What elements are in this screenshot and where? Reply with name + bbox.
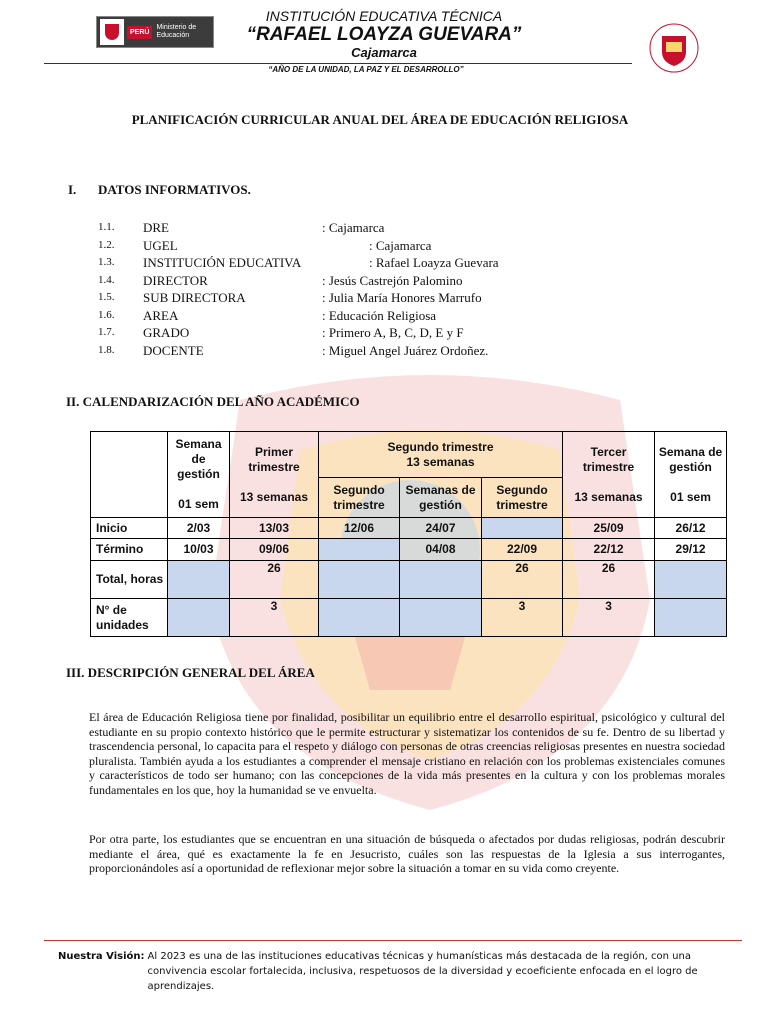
cell bbox=[319, 599, 400, 637]
table-row bbox=[91, 518, 727, 539]
info-num: 1.6. bbox=[98, 308, 115, 321]
section-2-heading: II. CALENDARIZACIÓN DEL AÑO ACADÉMICO bbox=[66, 394, 360, 409]
info-num: 1.3. bbox=[98, 256, 115, 268]
page-title: PLANIFICACIÓN CURRICULAR ANUAL DEL ÁREA DE EDUCACIÓN RELIGIOSA bbox=[131, 112, 629, 127]
calendar-table bbox=[90, 431, 727, 637]
footer-vision bbox=[58, 949, 730, 994]
paragraph-2: Por otra parte, los estudiantes que se encuentran en una situación de búsqueda o afectados por dudas religiosas, podrán descubrir mediante el área, qué es exactamente la fe en Jesucristo, cuáles son las respuestas de la Iglesia a sus interrogantes, proporcionándoles así a oportunidad de reflexionar mejor sobre la situación a tomar en su vida como creyente. bbox=[89, 832, 725, 875]
section-1-label: DATOS INFORMATIVOS. bbox=[98, 182, 251, 197]
info-key: UGEL bbox=[143, 237, 178, 253]
info-num: 1.7. bbox=[98, 326, 115, 338]
header-city: Cajamarca bbox=[351, 45, 417, 60]
paragraph-1: El área de Educación Religiosa tiene por finalidad, posibilitar un equilibrio entre el desarrollo espiritual, psicológico y cultural del estudiante en su propio contexto histórico que le permite estructurar y sistematizar los contenidos de su fe. Dentro de su libertad y trascendencia personal, lo capacita para el respeto y diálogo con personas de otras creencias religiosas presentes en nuestra sociedad pluralista. También ayuda a los estudiantes a comprender el mensaje cristiano en relación con los problemas existenciales comunes y característicos de todo ser humano; con las concepciones de la vida más presentes en la cultura y con los problemas morales fundamentales en los que, hoy la humanidad se ve envuelta. bbox=[89, 710, 725, 797]
section-3-heading: III. DESCRIPCIÓN GENERAL DEL ÁREA bbox=[66, 665, 315, 680]
footer-rule bbox=[44, 940, 742, 941]
row-label: N° de unidades bbox=[91, 599, 168, 637]
cell bbox=[400, 599, 482, 637]
col-header: Semana de gestión 01 sem bbox=[168, 432, 230, 518]
info-value: : Miguel Angel Juárez Ordoñez. bbox=[322, 342, 489, 358]
cell: 3 bbox=[482, 599, 563, 637]
info-num: 1.1. bbox=[98, 221, 115, 233]
cell: 24/07 bbox=[400, 518, 482, 539]
row-label: Total, horas bbox=[91, 561, 168, 599]
col-subheader: Segundo trimestre bbox=[319, 478, 400, 518]
info-num: 1.8. bbox=[98, 343, 115, 356]
cell: 09/06 bbox=[230, 539, 319, 561]
cell bbox=[482, 518, 563, 539]
info-value: : Jesús Castrejón Palomino bbox=[322, 272, 463, 288]
cell bbox=[319, 539, 400, 561]
header-motto: “AÑO DE LA UNIDAD, LA PAZ Y EL DESARROLLO” bbox=[268, 65, 464, 74]
cell: 26 bbox=[482, 561, 563, 599]
info-key: AREA bbox=[143, 307, 179, 323]
col-header: Semana de gestión 01 sem bbox=[655, 432, 727, 518]
info-value: : Rafael Loayza Guevara bbox=[369, 255, 499, 270]
table-row bbox=[91, 539, 727, 561]
cell: 22/09 bbox=[482, 539, 563, 561]
cell: 26 bbox=[230, 561, 319, 599]
row-label: Inicio bbox=[91, 518, 168, 539]
info-num: 1.2. bbox=[98, 238, 115, 251]
info-key: GRADO bbox=[143, 325, 190, 340]
col-subheader: Semanas de gestión bbox=[400, 478, 482, 518]
footer-label: Nuestra Visión: bbox=[58, 951, 145, 962]
col-header: Tercer trimestre 13 semanas bbox=[563, 432, 655, 518]
cell bbox=[319, 561, 400, 599]
header-school-name: “RAFAEL LOAYZA GUEVARA” bbox=[246, 24, 522, 45]
school-crest-icon bbox=[648, 22, 700, 74]
cell bbox=[168, 599, 230, 637]
cell: 29/12 bbox=[655, 539, 727, 561]
cell: 26 bbox=[563, 561, 655, 599]
cell: 13/03 bbox=[230, 518, 319, 539]
info-num: 1.5. bbox=[98, 291, 115, 303]
cell bbox=[400, 561, 482, 599]
info-key: DOCENTE bbox=[143, 342, 204, 358]
cell: 3 bbox=[230, 599, 319, 637]
logo-peru-text: PERÚ bbox=[127, 26, 152, 39]
info-value: : Julia María Honores Marrufo bbox=[322, 290, 482, 305]
cell: 26/12 bbox=[655, 518, 727, 539]
table-row bbox=[91, 599, 727, 637]
info-value: : Primero A, B, C, D, E y F bbox=[322, 325, 464, 340]
table-corner bbox=[91, 432, 168, 518]
row-label: Término bbox=[91, 539, 168, 561]
footer-text: Al 2023 es una de las instituciones educativas técnicas y humanísticas más destacada de la región, con una convivencia escolar fortalecida, inclusiva, respetuosos de la diversidad y ecoeficiente enfocada en el logro de aprendizajes. bbox=[147, 951, 698, 992]
header-rule bbox=[44, 63, 632, 64]
info-value: : Cajamarca bbox=[322, 220, 385, 235]
cell: 2/03 bbox=[168, 518, 230, 539]
col-header: Segundo trimestre 13 semanas bbox=[319, 432, 563, 478]
cell: 10/03 bbox=[168, 539, 230, 561]
info-num: 1.4. bbox=[98, 273, 115, 286]
col-subheader: Segundo trimestre bbox=[482, 478, 563, 518]
info-key: DIRECTOR bbox=[143, 272, 208, 288]
info-value: : Cajamarca bbox=[369, 237, 432, 253]
col-header: Primer trimestre 13 semanas bbox=[230, 432, 319, 518]
header-line1: INSTITUCIÓN EDUCATIVA TÉCNICA bbox=[265, 8, 503, 24]
info-key: SUB DIRECTORA bbox=[143, 290, 246, 305]
logo-ministry-text: Ministerio de Educación bbox=[156, 24, 197, 39]
section-1-number: I. bbox=[68, 182, 77, 197]
cell: 22/12 bbox=[563, 539, 655, 561]
cell: 25/09 bbox=[563, 518, 655, 539]
cell bbox=[655, 599, 727, 637]
cell: 04/08 bbox=[400, 539, 482, 561]
cell bbox=[168, 561, 230, 599]
section-1-heading bbox=[68, 182, 251, 198]
info-key: INSTITUCIÓN EDUCATIVA bbox=[143, 255, 302, 270]
info-value: : Educación Religiosa bbox=[322, 307, 437, 323]
table-row bbox=[91, 561, 727, 599]
info-key: DRE bbox=[143, 220, 169, 235]
cell bbox=[655, 561, 727, 599]
cell: 12/06 bbox=[319, 518, 400, 539]
cell: 3 bbox=[563, 599, 655, 637]
